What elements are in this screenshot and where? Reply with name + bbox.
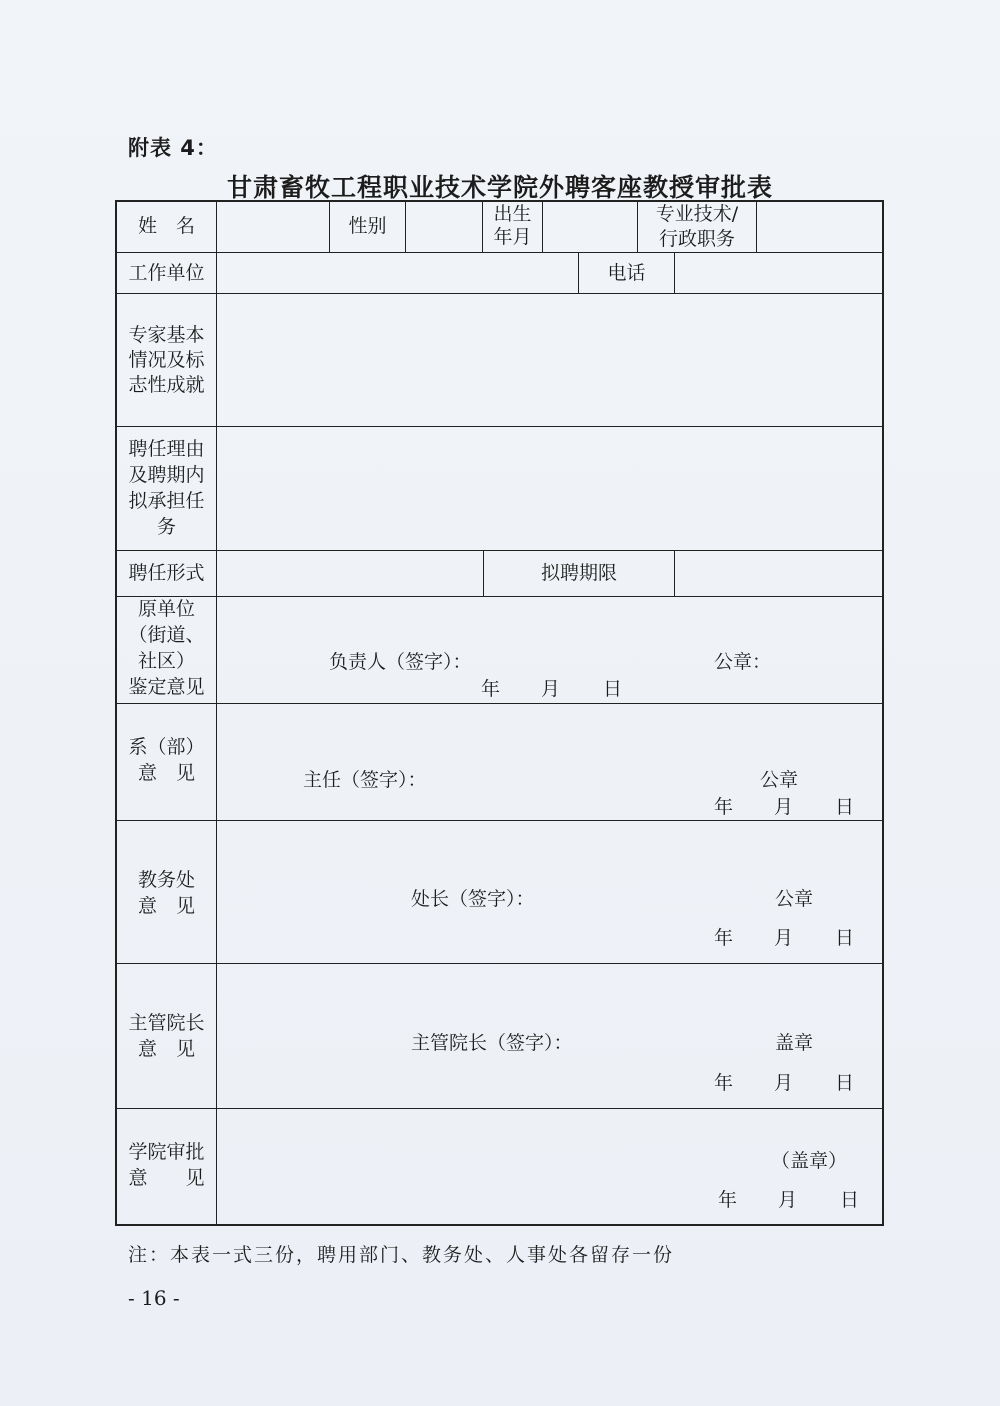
column-divider xyxy=(756,200,757,252)
column-divider xyxy=(674,252,675,293)
day-label: 日 xyxy=(835,1072,855,1094)
name-label: 姓 名 xyxy=(137,215,195,237)
row-divider xyxy=(115,426,884,427)
appointment-form-field[interactable] xyxy=(218,552,482,595)
row-divider xyxy=(115,293,884,294)
appointment-reason-field[interactable] xyxy=(218,428,882,549)
name-field[interactable] xyxy=(218,202,328,251)
reason-label-line1: 聘任理由 xyxy=(128,438,205,460)
department-label-line1: 系（部） xyxy=(128,736,205,758)
origin-label-line3: 社区） xyxy=(137,650,195,672)
title-label-line2: 行政职务 xyxy=(658,228,735,250)
day-label: 日 xyxy=(840,1189,860,1211)
vice-president-label-line1: 主管院长 xyxy=(128,1012,205,1034)
phone-label: 电话 xyxy=(607,262,646,284)
row-divider xyxy=(115,963,884,964)
academic-affairs-label-line2: 意 见 xyxy=(137,895,195,917)
origin-label-line4: 鉴定意见 xyxy=(128,676,205,698)
reason-label-line2: 及聘期内 xyxy=(128,464,205,486)
column-divider xyxy=(216,200,217,1226)
reason-label-line4: 务 xyxy=(156,516,176,538)
phone-field[interactable] xyxy=(676,254,882,292)
day-label: 日 xyxy=(603,678,623,700)
footnote: 注：本表一式三份，聘用部门、教务处、人事处各留存一份 xyxy=(128,1244,675,1266)
seal-label: 公章 xyxy=(760,769,799,791)
expert-achievements-field[interactable] xyxy=(218,295,882,425)
leader-signature-label: 负责人（签字）： xyxy=(329,651,472,673)
month-label: 月 xyxy=(774,1072,794,1094)
origin-label-line2: （街道、 xyxy=(128,624,205,646)
term-label: 拟聘期限 xyxy=(540,562,617,584)
birth-label-line2: 年月 xyxy=(493,226,532,248)
column-divider xyxy=(674,550,675,596)
birth-label-line1: 出生 xyxy=(493,203,532,225)
attachment-label: 附表 4： xyxy=(128,136,218,160)
college-approval-label-line1: 学院审批 xyxy=(128,1141,205,1163)
appointment-form-label: 聘任形式 xyxy=(128,562,205,584)
seal-label: 公章： xyxy=(714,651,772,673)
term-field[interactable] xyxy=(676,552,882,595)
reason-label-line3: 拟承担任 xyxy=(128,490,205,512)
row-divider xyxy=(115,1108,884,1109)
birth-date-field[interactable] xyxy=(544,202,636,251)
day-label: 日 xyxy=(835,927,855,949)
title-label-line1: 专业技术/ xyxy=(655,203,739,225)
seal-label: （盖章） xyxy=(771,1150,848,1172)
form-title: 甘肃畜牧工程职业技术学院外聘客座教授审批表 xyxy=(226,173,773,202)
vice-president-label-line2: 意 见 xyxy=(137,1038,195,1060)
year-label: 年 xyxy=(714,796,734,818)
origin-label-line1: 原单位 xyxy=(137,598,195,620)
professional-title-field[interactable] xyxy=(758,202,882,251)
column-divider xyxy=(542,200,543,252)
expert-label-line1: 专家基本 xyxy=(128,324,205,346)
year-label: 年 xyxy=(481,678,501,700)
seal-label: 公章 xyxy=(775,888,814,910)
column-divider xyxy=(405,200,406,252)
department-label-line2: 意 见 xyxy=(137,762,195,784)
row-divider xyxy=(115,703,884,704)
work-unit-label: 工作单位 xyxy=(128,262,205,284)
year-label: 年 xyxy=(714,1072,734,1094)
gender-label: 性别 xyxy=(348,215,387,237)
day-label: 日 xyxy=(835,796,855,818)
academic-affairs-label-line1: 教务处 xyxy=(137,869,195,891)
director-signature-label: 主任（签字）： xyxy=(303,769,427,791)
month-label: 月 xyxy=(774,927,794,949)
year-label: 年 xyxy=(718,1189,738,1211)
row-divider xyxy=(115,596,884,597)
year-label: 年 xyxy=(714,927,734,949)
college-approval-label-line2: 意 见 xyxy=(128,1167,205,1189)
expert-label-line3: 志性成就 xyxy=(128,374,205,396)
row-divider xyxy=(115,550,884,551)
page-number: - 16 - xyxy=(128,1286,180,1310)
expert-label-line2: 情况及标 xyxy=(128,349,205,371)
office-head-signature-label: 处长（签字）： xyxy=(411,888,535,910)
month-label: 月 xyxy=(778,1189,798,1211)
work-unit-field[interactable] xyxy=(218,254,576,292)
month-label: 月 xyxy=(774,796,794,818)
gender-field[interactable] xyxy=(407,202,481,251)
seal-label: 盖章 xyxy=(775,1032,814,1054)
row-divider xyxy=(115,252,884,253)
vice-president-signature-label: 主管院长（签字）： xyxy=(411,1032,573,1054)
month-label: 月 xyxy=(541,678,561,700)
row-divider xyxy=(115,820,884,821)
